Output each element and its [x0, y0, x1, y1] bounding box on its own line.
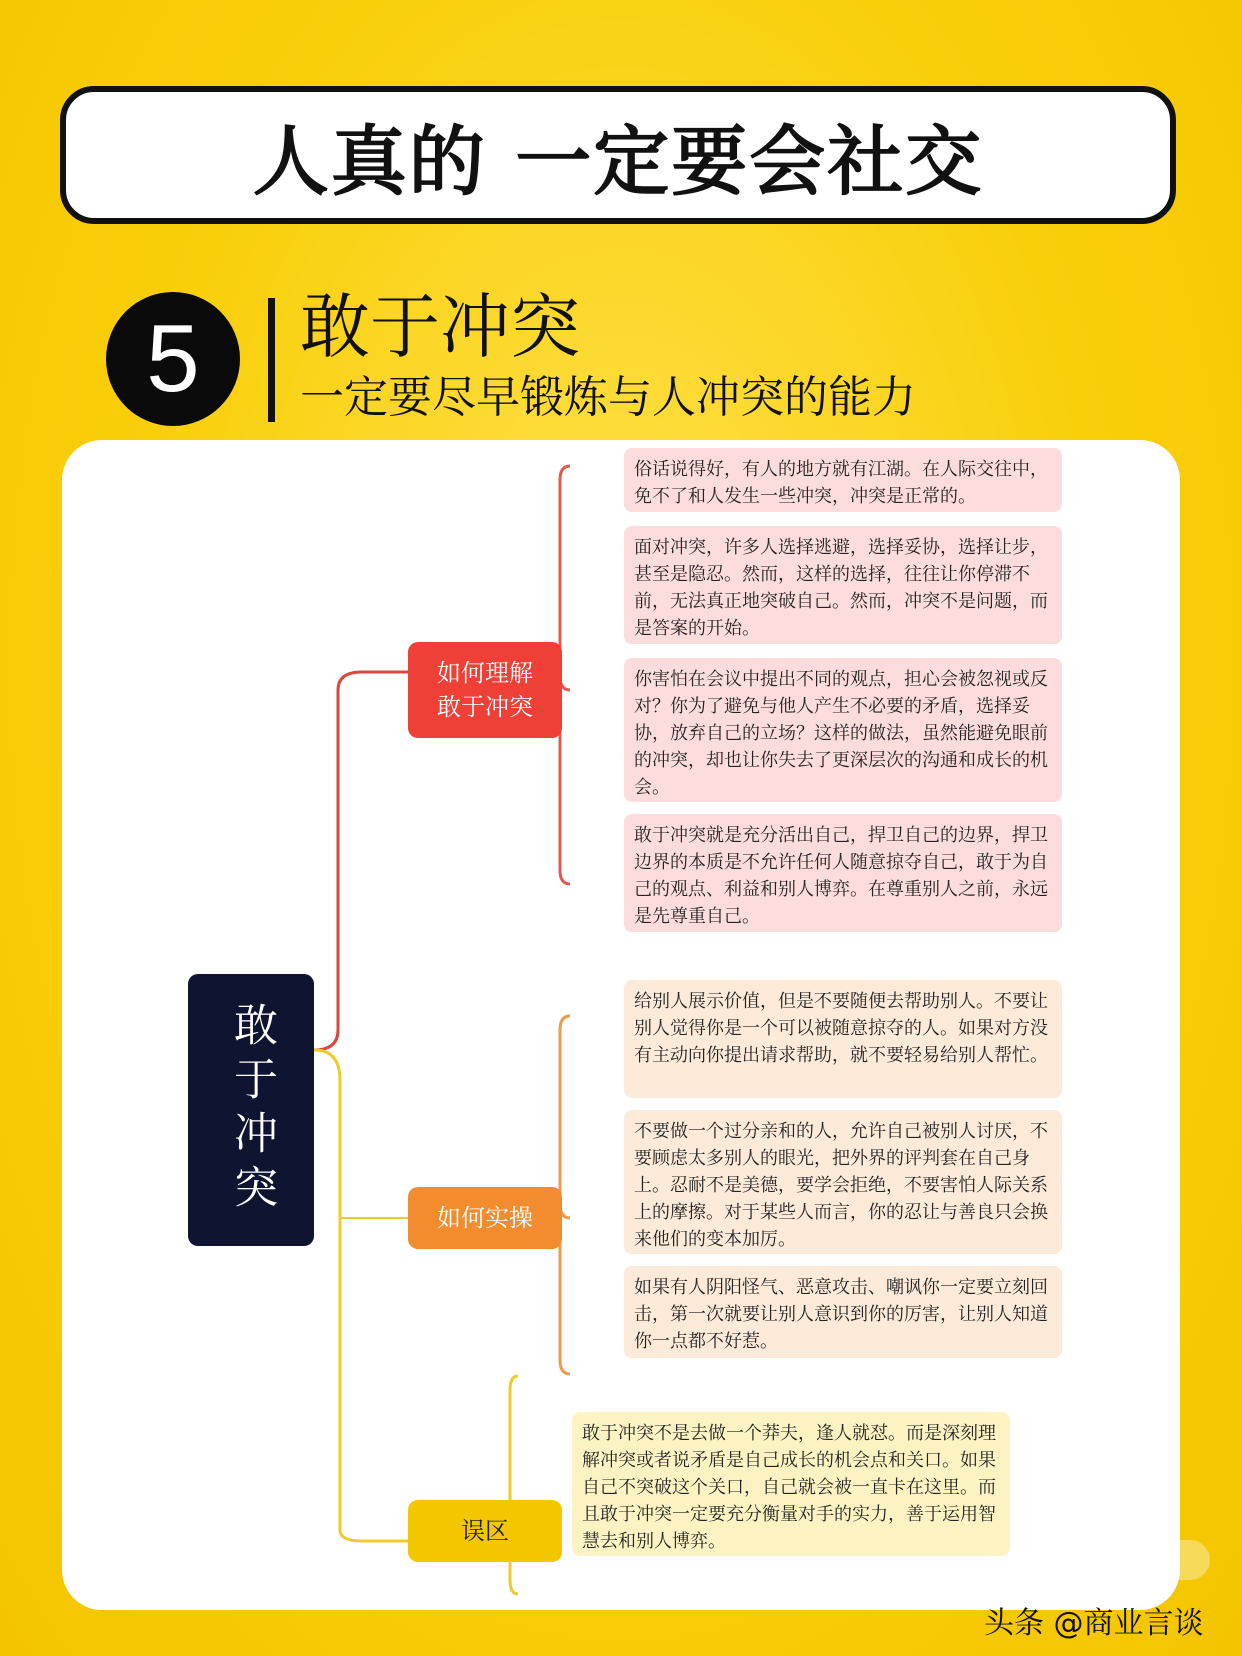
- connector-branch-2: [314, 1050, 408, 1541]
- note-understand-3: 你害怕在会议中提出不同的观点，担心会被忽视或反对？你为了避免与他人产生不必要的矛盾，选择妥协，放弃自己的立场？这样的做法，虽然能避免眼前的冲突，却也让你失去了更深层次的沟通和成长的机会。: [624, 658, 1062, 802]
- watermark: 头条 @商业言谈: [984, 1606, 1204, 1641]
- note-practice-3: 如果有人阴阳怪气、恶意攻击、嘲讽你一定要立刻回击，第一次就要让别人意识到你的厉害，让别人知道你一点都不好惹。: [624, 1266, 1062, 1358]
- divider: [268, 298, 275, 422]
- watermark-badge: [1120, 1540, 1210, 1580]
- mindmap-card: [62, 440, 1180, 1610]
- title-banner: [60, 86, 1176, 224]
- note-practice-1: 给别人展示价值，但是不要随便去帮助别人。不要让别人觉得你是一个可以被随意掠夺的人。如果对方没有主动向你提出请求帮助，就不要轻易给别人帮忙。: [624, 980, 1062, 1098]
- note-understand-4: 敢于冲突就是充分活出自己，捍卫自己的边界，捍卫边界的本质是不允许任何人随意掠夺自己，敢于为自己的观点、利益和别人博弈。在尊重别人之前，永远是先尊重自己。: [624, 814, 1062, 932]
- page-title: 人真的 一定要会社交: [252, 116, 984, 206]
- section-heading: 敢于冲突: [300, 286, 580, 368]
- section-number-badge: 5: [106, 292, 240, 426]
- mindmap-root: 敢于冲突: [188, 974, 314, 1246]
- note-misconception-1: 敢于冲突不是去做一个莽夫，逢人就怼。而是深刻理解冲突或者说矛盾是自己成长的机会点和关口。如果自己不突破这个关口，自己就会被一直卡在这里。而且敢于冲突一定要充分衡量对手的实力，善于运用智慧去和别人博弈。: [572, 1412, 1010, 1556]
- branch-misconception: 误区: [408, 1500, 562, 1562]
- branch-understand: 如何理解 敢于冲突: [408, 642, 562, 738]
- connector-branch-1: [314, 672, 408, 1050]
- note-understand-2: 面对冲突，许多人选择逃避，选择妥协，选择让步，甚至是隐忍。然而，这样的选择，往往让你停滞不前，无法真正地突破自己。然而，冲突不是问题，而是答案的开始。: [624, 526, 1062, 644]
- note-understand-1: 俗话说得好，有人的地方就有江湖。在人际交往中，免不了和人发生一些冲突，冲突是正常的。: [624, 448, 1062, 512]
- note-practice-2: 不要做一个过分亲和的人，允许自己被别人讨厌，不要顾虑太多别人的眼光，把外界的评判套在自己身上。忍耐不是美德，要学会拒绝，不要害怕人际关系上的摩擦。对于某些人而言，你的忍让与善良只会换来他们的变本加厉。: [624, 1110, 1062, 1254]
- branch-practice: 如何实操: [408, 1187, 562, 1249]
- section-subheading: 一定要尽早锻炼与人冲突的能力: [300, 372, 916, 423]
